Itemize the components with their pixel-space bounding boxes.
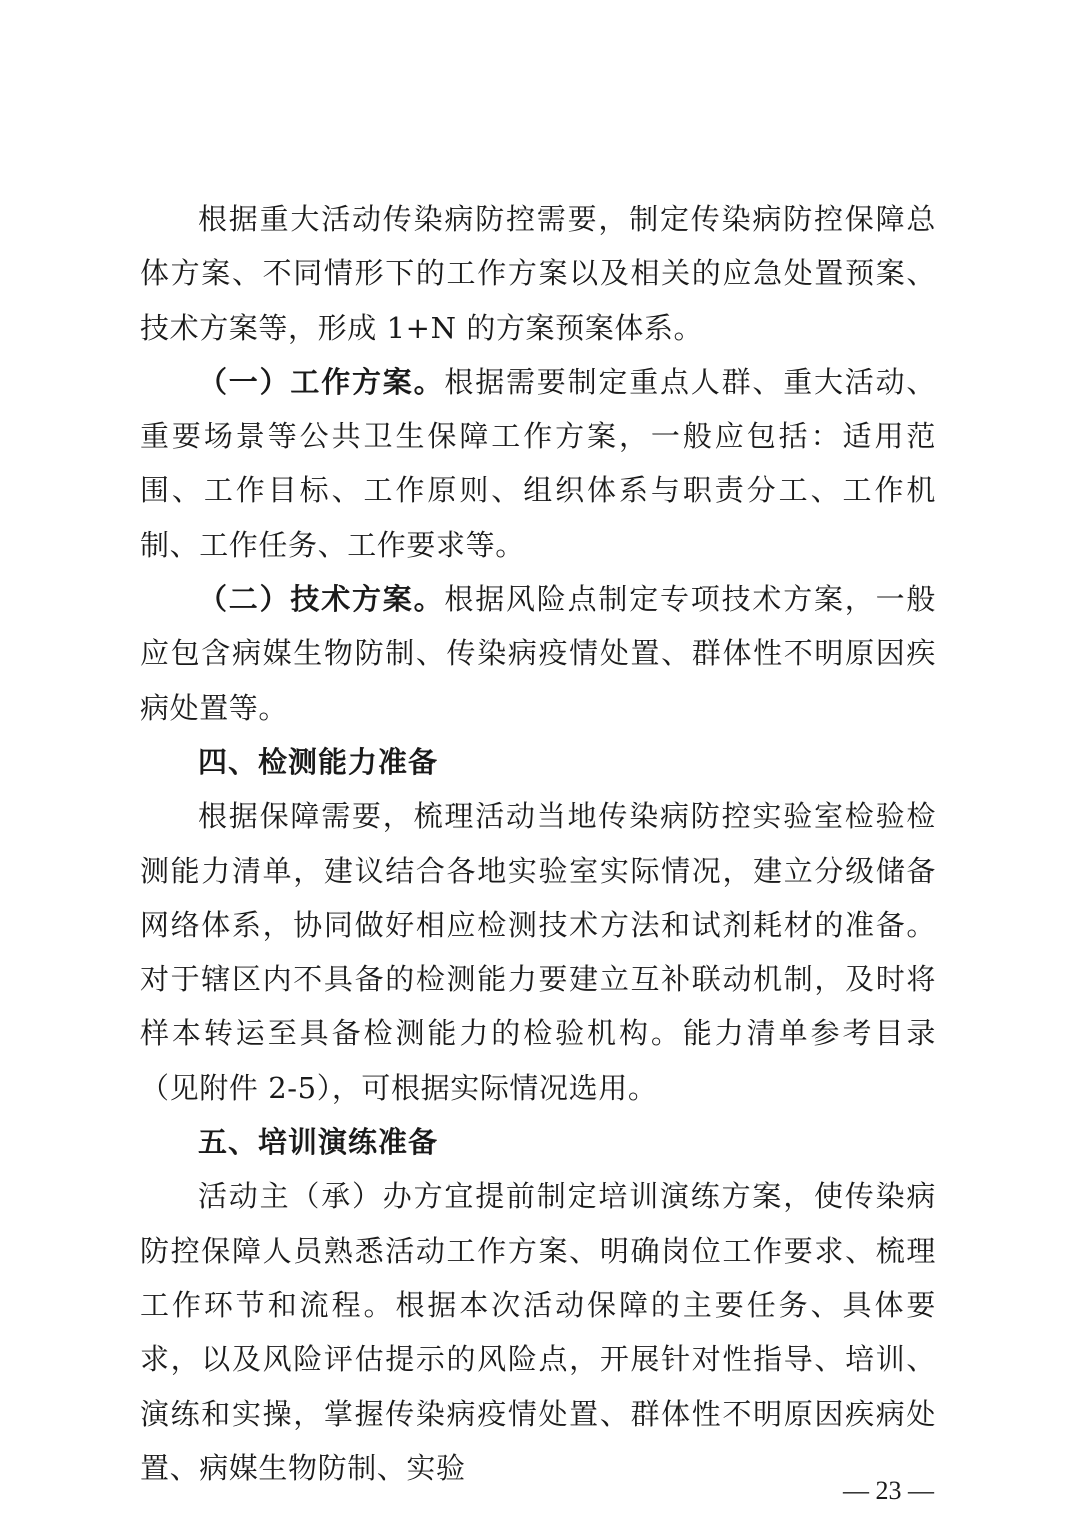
document-body xyxy=(140,192,936,1495)
work-plan-paragraph xyxy=(140,355,936,572)
section-heading-detection: 四、检测能力准备 xyxy=(198,744,439,779)
work-plan-lead: （一）工作方案。 xyxy=(198,364,445,399)
section-heading-training: 五、培训演练准备 xyxy=(198,1125,439,1160)
tech-plan-lead: （二）技术方案。 xyxy=(198,582,445,617)
detection-paragraph: 根据保障需要，梳理活动当地传染病防控实验室检验检测能力清单，建议结合各地实验室实际情况，建立分级储备网络体系，协同做好相应检测技术方法和试剂耗材的准备。对于辖区内不具备的检测能力要建立互补联动机制，及时将样本转运至具备检测能力的检验机构。能力清单参考目录（见附件 2-5），可根据实际情况选用。 xyxy=(140,799,936,1105)
page-number: — 23 — xyxy=(843,1476,934,1505)
tech-plan-paragraph xyxy=(140,572,936,735)
intro-paragraph: 根据重大活动传染病防控需要，制定传染病防控保障总体方案、不同情形下的工作方案以及相关的应急处置预案、技术方案等，形成 1+N 的方案预案体系。 xyxy=(140,202,936,345)
training-paragraph: 活动主（承）办方宜提前制定培训演练方案，使传染病防控保障人员熟悉活动工作方案、明确岗位工作要求、梳理工作环节和流程。根据本次活动保障的主要任务、具体要求，以及风险评估提示的风险点，开展针对性指导、培训、演练和实操，掌握传染病疫情处置、群体性不明原因疾病处置、病媒生物防制、实验 xyxy=(140,1179,936,1485)
tech-plan-body: 根据风险点制定专项技术方案，一般应包含病媒生物防制、传染病疫情处置、群体性不明原因疾病处置等。 xyxy=(140,582,936,725)
work-plan-body: 根据需要制定重点人群、重大活动、重要场景等公共卫生保障工作方案，一般应包括：适用范围、工作目标、工作原则、组织体系与职责分工、工作机制、工作任务、工作要求等。 xyxy=(140,364,936,562)
